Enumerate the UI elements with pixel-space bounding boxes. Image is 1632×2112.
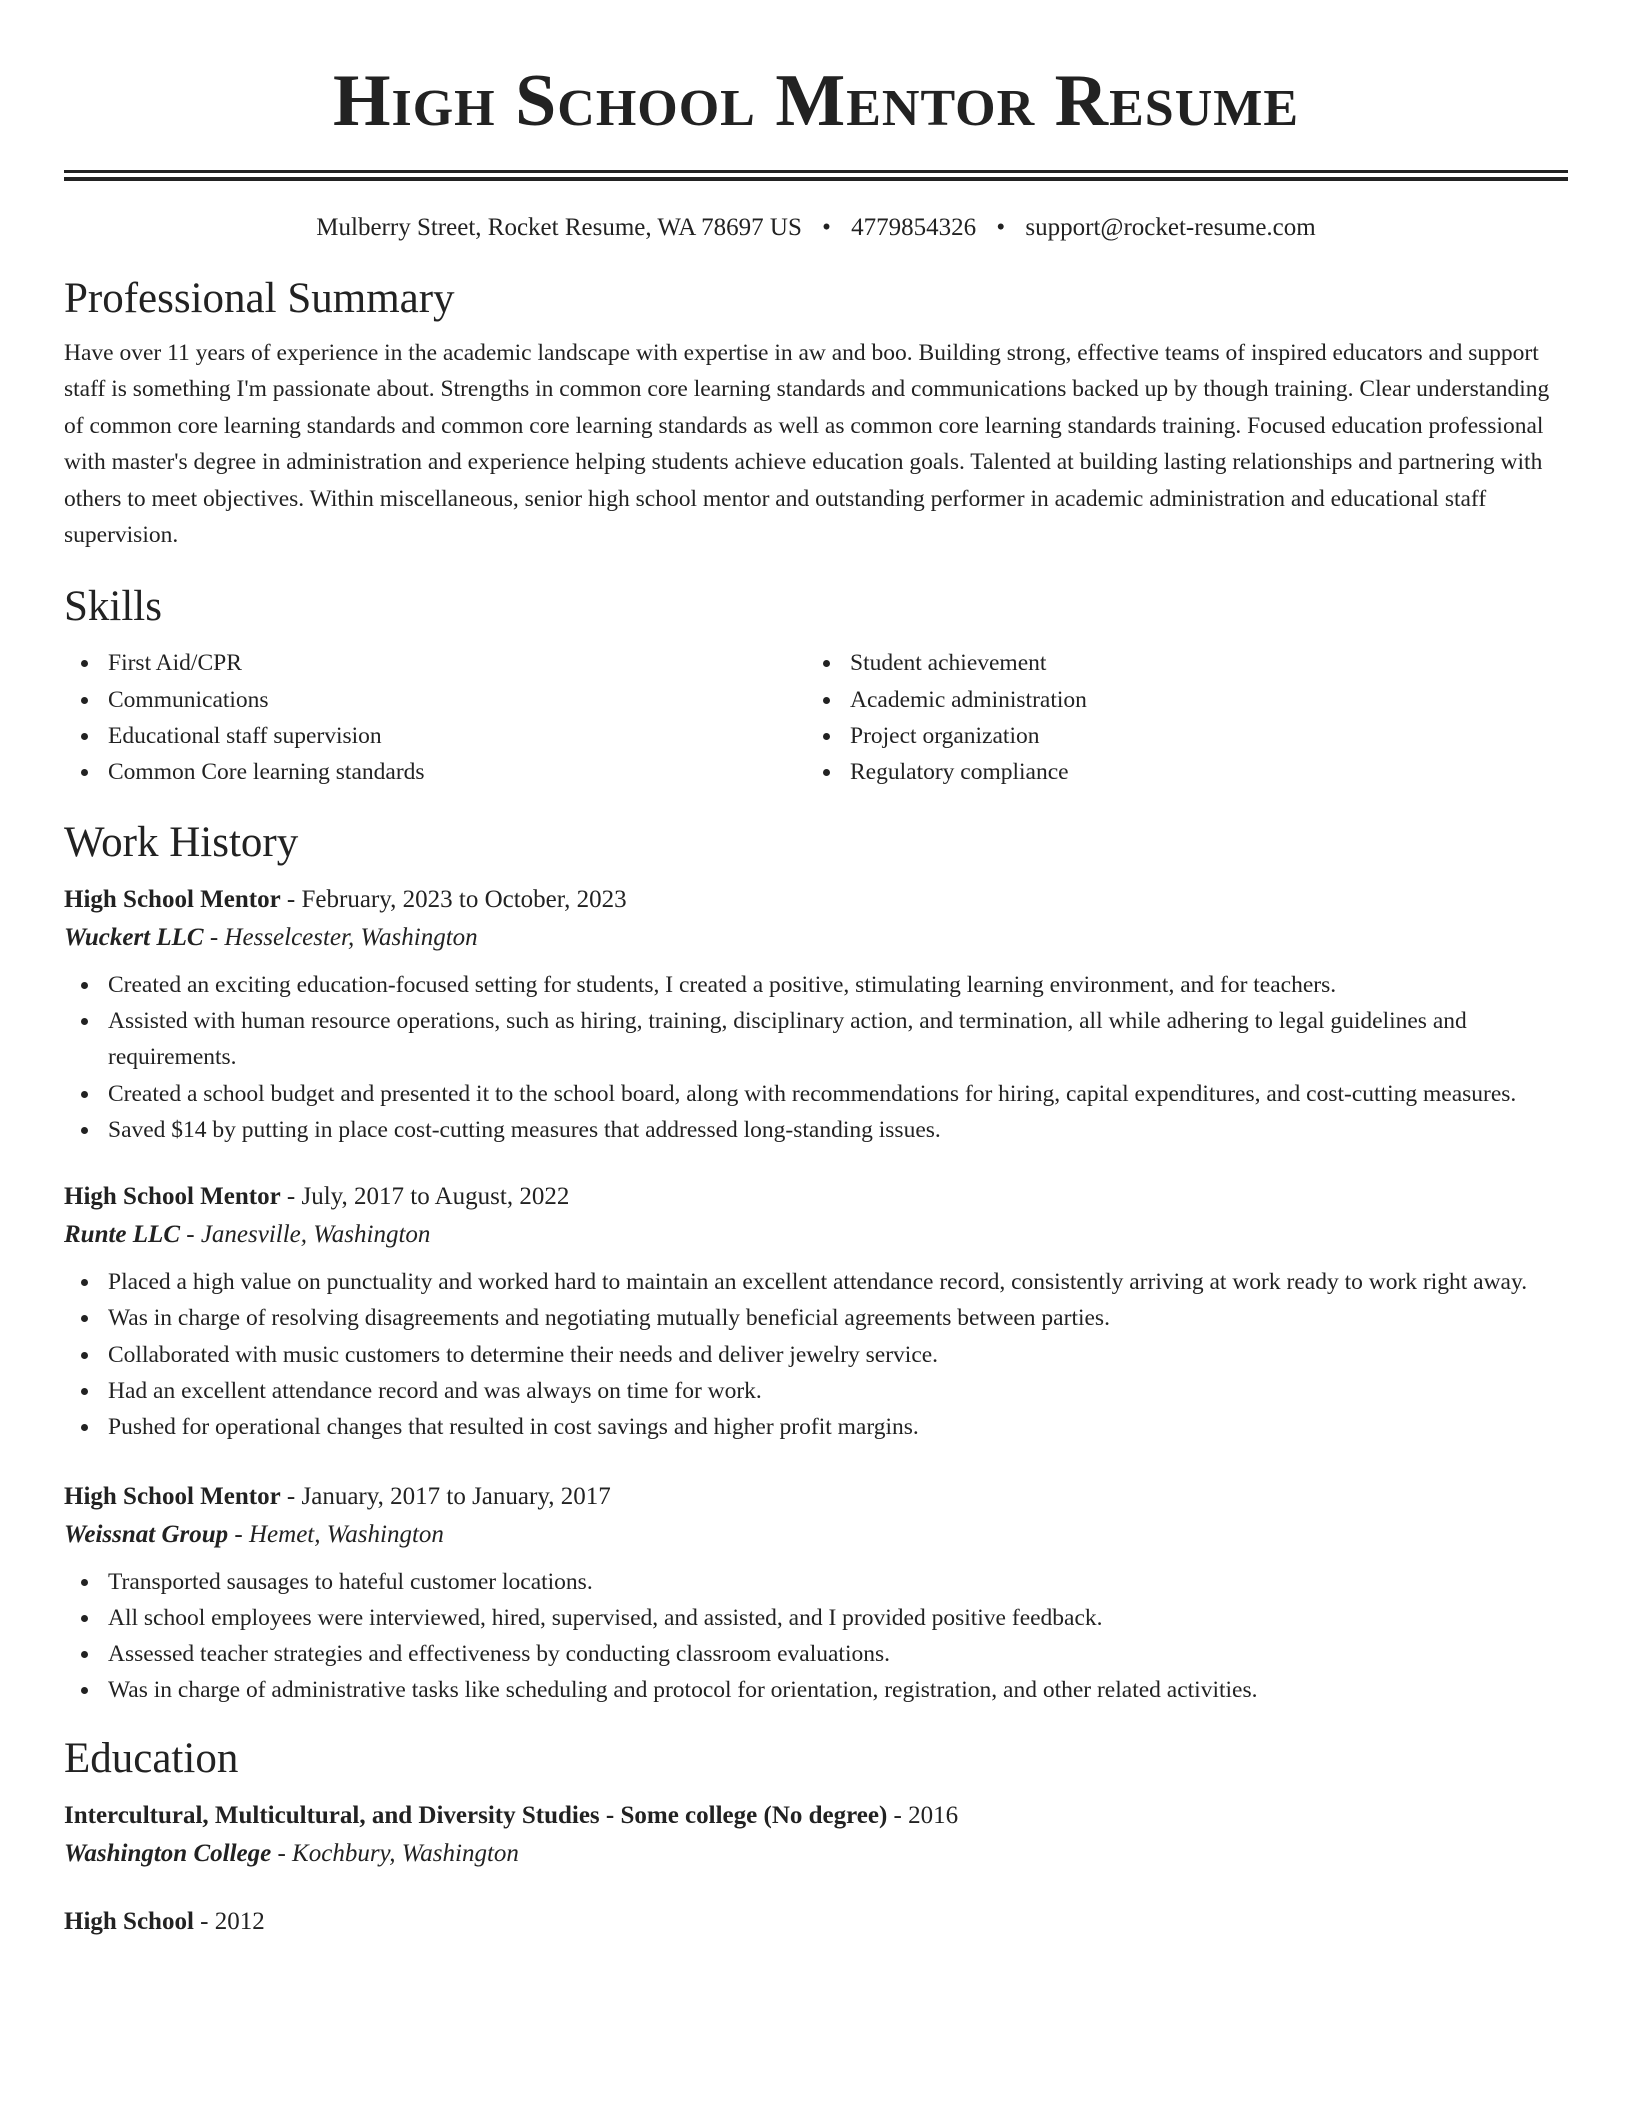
job-employer [64,1216,1568,1254]
company-location: - Hemet, Washington [234,1520,444,1548]
degree-year: - 2016 [893,1801,959,1829]
job-entry [64,1478,1568,1709]
degree-name: Intercultural, Multicultural, and Diversity Studies - Some college (No degree) [64,1801,888,1829]
job-bullet: Was in charge of administrative tasks like scheduling and protocol for orientation, registration, and other related activities. [64,1672,1568,1708]
job-entry [64,881,1568,1148]
summary-text: Have over 11 years of experience in the academic landscape with expertise in aw and boo. Building strong, effective teams of inspired educators and support staff is something I'm passionate about. Strengths in common core learning standards and communications backed up by though training. Clear understanding of common core learning standards and common core learning standards as well as common core learning standards training. Focused education professional with master's degree in administration and experience helping students achieve education goals. Talented at building lasting relationships and partnering with others to meet objectives. Within miscellaneous, senior high school mentor and outstanding performer in academic administration and educational staff supervision. [64,340,1550,549]
job-header [64,881,1568,919]
school-location: - Kochbury, Washington [277,1839,519,1867]
skill-item: First Aid/CPR [64,645,806,681]
summary-section [64,273,1568,553]
contact-separator: • [996,214,1006,241]
job-dates: - January, 2017 to January, 2017 [286,1482,611,1510]
company-name: Wuckert LLC [64,923,204,951]
skill-item: Academic administration [806,682,1548,718]
job-bullet: Assisted with human resource operations, such as hiring, training, disciplinary action, and termination, all while adhering to legal guidelines and requirements. [64,1003,1568,1076]
education-header [64,1903,1568,1941]
skill-item: Project organization [806,718,1548,754]
contact-phone: 4779854326 [851,214,977,241]
job-bullets [64,1264,1568,1445]
company-name: Runte LLC [64,1221,180,1249]
work-history-section [64,817,1568,1709]
company-name: Weissnat Group [64,1520,229,1548]
skill-item: Educational staff supervision [64,718,806,754]
contact-email: support@rocket-resume.com [1025,214,1316,241]
job-employer [64,1516,1568,1554]
education-header [64,1797,1568,1835]
job-bullet: Had an excellent attendance record and was always on time for work. [64,1373,1568,1409]
work-history-heading: Work History [64,818,299,866]
education-entry [64,1903,1568,1941]
education-section [64,1733,1568,1941]
skills-columns [64,645,1568,790]
degree-year: - 2012 [200,1907,265,1935]
company-location: - Janesville, Washington [186,1221,431,1249]
job-bullet: All school employees were interviewed, hired, supervised, and assisted, and I provided positive feedback. [64,1600,1568,1636]
education-heading: Education [64,1734,239,1782]
job-bullet: Placed a high value on punctuality and worked hard to maintain an excellent attendance record, consistently arriving at work ready to work right away. [64,1264,1568,1300]
job-bullet: Collaborated with music customers to determine their needs and deliver jewelry service. [64,1337,1568,1373]
job-title: High School Mentor [64,1183,281,1211]
job-bullet: Assessed teacher strategies and effectiveness by conducting classroom evaluations. [64,1636,1568,1672]
title-divider [64,170,1568,181]
school-name: Washington College [64,1839,272,1867]
job-bullet: Pushed for operational changes that resulted in cost savings and higher profit margins. [64,1409,1568,1445]
page-title: High School Mentor Resume [332,60,1300,142]
job-bullet: Created a school budget and presented it to the school board, along with recommendations for hiring, capital expenditures, and cost-cutting measures. [64,1076,1568,1112]
skills-section [64,581,1568,790]
contact-line [64,213,1568,243]
skill-item: Communications [64,682,806,718]
job-dates: - July, 2017 to August, 2022 [286,1183,570,1211]
summary-heading: Professional Summary [64,275,455,322]
job-bullets [64,1564,1568,1709]
job-bullet: Saved $14 by putting in place cost-cutting measures that addressed long-standing issues. [64,1112,1568,1148]
job-bullet: Was in charge of resolving disagreements and negotiating mutually beneficial agreements between parties. [64,1300,1568,1336]
job-header [64,1178,1568,1216]
skills-heading: Skills [64,583,162,631]
skill-item: Student achievement [806,645,1548,681]
skill-item: Common Core learning standards [64,754,806,790]
job-header [64,1478,1568,1516]
contact-separator: • [822,214,831,241]
skill-item: Regulatory compliance [806,754,1548,790]
degree-name: High School [64,1907,194,1935]
job-dates: - February, 2023 to October, 2023 [286,885,627,913]
job-title: High School Mentor [64,885,281,913]
company-location: - Hesselcester, Washington [209,923,478,951]
education-school [64,1835,1568,1873]
job-bullet: Transported sausages to hateful customer locations. [64,1564,1568,1600]
job-entry [64,1178,1568,1445]
skills-list-right [806,645,1548,790]
education-entry [64,1797,1568,1873]
contact-address: Mulberry Street, Rocket Resume, WA 78697 US [316,214,802,241]
skills-list-left [64,645,806,790]
job-employer [64,919,1568,957]
job-title: High School Mentor [64,1482,281,1510]
job-bullets [64,967,1568,1148]
job-bullet: Created an exciting education-focused setting for students, I created a positive, stimulating learning environment, and for teachers. [64,967,1568,1003]
